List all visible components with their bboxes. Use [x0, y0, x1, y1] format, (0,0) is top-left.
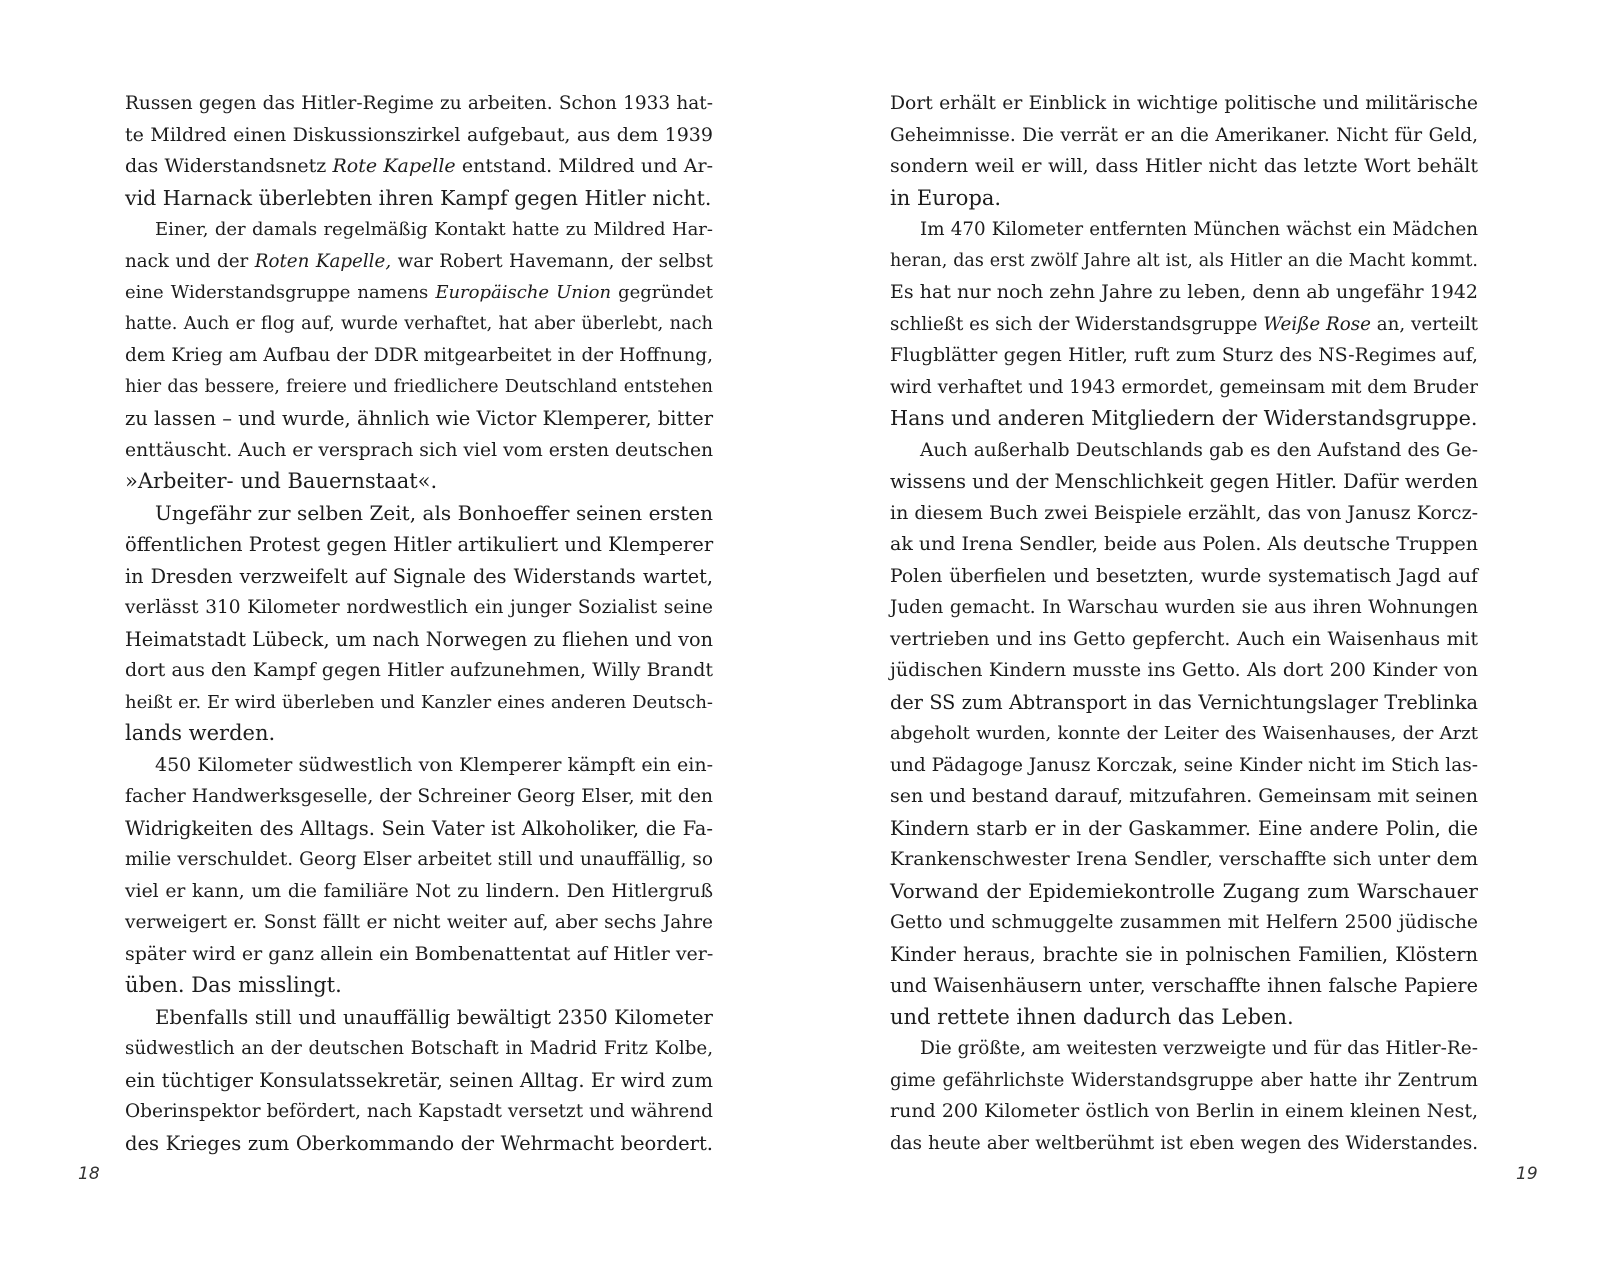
text-segment: heißt er. Er wird überleben und Kanzler eines anderen Deutsch-: [125, 691, 713, 713]
text-segment: Flugblätter gegen Hitler, ruft zum Sturz des NS-Regimes auf,: [890, 345, 1478, 366]
text-segment: heran, das erst zwölf Jahre alt ist, als Hitler an die Macht kommt.: [890, 250, 1478, 271]
text-line: [890, 655, 1478, 687]
text-line: [125, 592, 713, 624]
text-segment: der SS zum Abtransport in das Vernichtungslager Treblinka: [890, 690, 1478, 714]
text-line: [890, 403, 1478, 435]
text-line: [125, 844, 713, 876]
text-segment: Kinder heraus, brachte sie in polnischen Familien, Klöstern: [890, 942, 1478, 966]
text-line: [890, 277, 1478, 309]
text-line: [125, 120, 713, 152]
italic-text: Roten Kapelle,: [254, 250, 392, 272]
text-line: [890, 1096, 1478, 1128]
page-number-right: 19: [1516, 1164, 1538, 1184]
text-line: [125, 876, 713, 908]
text-segment: vertrieben und ins Getto gepfercht. Auch ein Waisenhaus mit: [890, 628, 1478, 650]
italic-text: Europäische Union: [435, 282, 612, 303]
text-segment: Die größte, am weitesten verzweigte und für das Hitler-Re-: [920, 1038, 1478, 1059]
text-segment: facher Handwerksgeselle, der Schreiner Georg Elser, mit den: [125, 786, 713, 807]
text-segment: hier das bessere, freiere und friedlichere Deutschland entstehen: [125, 376, 713, 397]
text-segment: des Krieges zum Oberkommando der Wehrmacht beordert.: [125, 1131, 713, 1155]
text-segment: das Widerstandsnetz: [125, 155, 333, 177]
text-segment: und rettete ihnen dadurch das Leben.: [890, 1004, 1294, 1029]
text-segment: lands werden.: [125, 721, 276, 745]
right-page-text: [890, 88, 1478, 1159]
text-line: [125, 340, 713, 372]
text-segment: entstand. Mildred und Ar-: [455, 155, 713, 177]
text-line: [125, 246, 713, 278]
text-segment: rund 200 Kilometer östlich von Berlin in einem kleinen Nest,: [890, 1100, 1478, 1122]
page-number-left: 18: [78, 1164, 100, 1184]
text-segment: und Waisenhäusern unter, verschaffte ihnen falsche Papiere: [890, 974, 1478, 997]
text-line: [125, 183, 713, 215]
text-segment: »Arbeiter- und Bauernstaat«.: [125, 469, 438, 493]
text-segment: vid Harnack überlebten ihren Kampf gegen Hitler nicht.: [125, 185, 712, 210]
text-segment: verlässt 310 Kilometer nordwestlich ein junger Sozialist seine: [125, 597, 713, 618]
text-segment: abgeholt wurden, konnte der Leiter des Waisenhauses, der Arzt: [890, 723, 1478, 744]
text-segment: Vorwand der Epidemiekontrolle Zugang zum Warschauer: [890, 878, 1478, 903]
text-segment: Ungefähr zur selben Zeit, als Bonhoeffer seinen ersten: [155, 500, 713, 525]
text-line: [890, 466, 1478, 498]
italic-text: Rote Kapelle: [332, 155, 456, 177]
text-line: [890, 529, 1478, 561]
text-segment: gime gefährlichste Widerstandsgruppe aber hatte ihr Zentrum: [890, 1069, 1478, 1091]
text-segment: dem Krieg am Aufbau der DDR mitgearbeitet in der Hoffnung,: [125, 345, 713, 366]
text-line: [125, 151, 713, 183]
text-line: [890, 372, 1478, 404]
text-segment: in diesem Buch zwei Beispiele erzählt, das von Janusz Korcz-: [890, 501, 1478, 524]
text-segment: Auch außerhalb Deutschlands gab es den Aufstand des Ge-: [920, 439, 1478, 461]
text-line: [890, 624, 1478, 656]
text-line: [890, 781, 1478, 813]
text-line: [125, 907, 713, 939]
text-segment: eine Widerstandsgruppe namens: [125, 282, 436, 303]
text-line: [125, 1096, 713, 1128]
text-segment: an, verteilt: [1370, 313, 1479, 335]
text-line: [125, 1033, 713, 1065]
text-segment: nack und der: [125, 250, 255, 272]
text-line: [890, 88, 1478, 120]
text-line: [125, 1065, 713, 1097]
text-line: [125, 466, 713, 498]
text-segment: später wird er ganz allein ein Bombenattentat auf Hitler ver-: [125, 942, 714, 965]
text-line: [890, 970, 1478, 1002]
text-line: [125, 435, 713, 467]
text-line: [125, 687, 713, 719]
text-segment: enttäuscht. Auch er versprach sich viel vom ersten deutschen: [125, 439, 714, 461]
text-line: [125, 718, 713, 750]
text-segment: schließt es sich der Widerstandsgruppe: [890, 313, 1264, 335]
text-segment: sondern weil er will, dass Hitler nicht das letzte Wort behält: [890, 155, 1478, 177]
text-line: [125, 781, 713, 813]
text-line: [125, 498, 713, 530]
text-line: [890, 151, 1478, 183]
text-line: [125, 813, 713, 845]
right-page: [800, 0, 1600, 1274]
text-line: [125, 372, 713, 404]
text-segment: Dort erhält er Einblick in wichtige politische und militärische: [890, 93, 1478, 114]
text-line: [890, 1128, 1478, 1160]
text-segment: sen und bestand darauf, mitzufahren. Gemeinsam mit seinen: [890, 785, 1478, 807]
text-line: [125, 939, 713, 971]
text-line: [890, 939, 1478, 971]
text-segment: Im 470 Kilometer entfernten München wächst ein Mädchen: [920, 219, 1478, 240]
text-segment: Heimatstadt Lübeck, um nach Norwegen zu fliehen und von: [125, 627, 713, 651]
text-line: [125, 214, 713, 246]
text-line: [890, 435, 1478, 467]
text-segment: Es hat nur noch zehn Jahre zu leben, denn ab ungefähr 1942: [890, 281, 1478, 303]
text-segment: Widrigkeiten des Alltags. Sein Vater ist Alkoholiker, die Fa-: [125, 816, 713, 840]
text-segment: in Dresden verzweifelt auf Signale des Widerstands wartet,: [125, 564, 713, 588]
text-segment: Juden gemacht. In Warschau wurden sie aus ihren Wohnungen: [890, 597, 1478, 618]
text-line: [125, 561, 713, 593]
text-segment: Kindern starb er in der Gaskammer. Eine andere Polin, die: [890, 816, 1478, 840]
text-segment: Krankenschwester Irena Sendler, verschaffte sich unter dem: [890, 848, 1478, 870]
text-segment: jüdischen Kindern musste ins Getto. Als dort 200 Kinder von: [890, 659, 1478, 681]
text-line: [125, 750, 713, 782]
text-segment: gegründet: [611, 282, 713, 303]
text-segment: ein tüchtiger Konsulatssekretär, seinen Alltag. Er wird zum: [125, 1068, 713, 1092]
text-line: [890, 876, 1478, 908]
text-segment: 450 Kilometer südwestlich von Klemperer kämpft ein ein-: [155, 753, 713, 776]
text-line: [890, 592, 1478, 624]
text-line: [890, 687, 1478, 719]
text-line: [125, 655, 713, 687]
text-segment: war Robert Havemann, der selbst: [391, 250, 713, 272]
text-line: [890, 183, 1478, 215]
text-segment: ak und Irena Sendler, beide aus Polen. Als deutsche Truppen: [890, 533, 1478, 555]
text-line: [890, 498, 1478, 530]
text-segment: viel er kann, um die familiäre Not zu lindern. Den Hitlergruß: [125, 880, 713, 902]
text-segment: Ebenfalls still und unauffällig bewältigt 2350 Kilometer: [155, 1005, 713, 1029]
text-line: [125, 529, 713, 561]
text-line: [890, 907, 1478, 939]
text-segment: dort aus den Kampf gegen Hitler aufzunehmen, Willy Brandt: [125, 659, 713, 681]
italic-text: Weiße Rose: [1263, 313, 1371, 335]
text-line: [890, 1065, 1478, 1097]
text-line: [125, 309, 713, 341]
text-line: [890, 1033, 1478, 1065]
text-line: [890, 750, 1478, 782]
text-line: [125, 1002, 713, 1034]
text-segment: in Europa.: [890, 185, 1002, 210]
text-segment: wissens und der Menschlichkeit gegen Hitler. Dafür werden: [890, 470, 1479, 493]
text-line: [890, 561, 1478, 593]
text-segment: wird verhaftet und 1943 ermordet, gemeinsam mit dem Bruder: [890, 376, 1478, 398]
text-line: [890, 718, 1478, 750]
text-segment: öffentlichen Protest gegen Hitler artikuliert und Klemperer: [125, 533, 714, 556]
text-segment: das heute aber weltberühmt ist eben wegen des Widerstandes.: [890, 1132, 1478, 1154]
text-line: [890, 246, 1478, 278]
text-line: [890, 1002, 1478, 1034]
text-segment: Getto und schmuggelte zusammen mit Helfern 2500 jüdische: [890, 912, 1478, 933]
text-segment: Einer, der damals regelmäßig Kontakt hatte zu Mildred Har-: [155, 219, 713, 240]
text-segment: zu lassen – und wurde, ähnlich wie Victor Klemperer, bitter: [125, 407, 714, 430]
text-segment: verweigert er. Sonst fällt er nicht weiter auf, aber sechs Jahre: [125, 912, 713, 933]
text-segment: üben. Das misslingt.: [125, 973, 342, 997]
text-line: [890, 120, 1478, 152]
text-segment: Polen überfielen und besetzten, wurde systematisch Jagd auf: [890, 565, 1478, 587]
text-segment: Hans und anderen Mitgliedern der Widerstandsgruppe.: [890, 406, 1478, 430]
text-segment: hatte. Auch er flog auf, wurde verhaftet, hat aber überlebt, nach: [125, 313, 713, 334]
text-segment: milie verschuldet. Georg Elser arbeitet still und unauffällig, so: [125, 849, 713, 870]
text-segment: te Mildred einen Diskussionszirkel aufgebaut, aus dem 1939: [125, 123, 713, 146]
text-segment: südwestlich an der deutschen Botschaft in Madrid Fritz Kolbe,: [125, 1038, 713, 1059]
text-line: [125, 403, 713, 435]
text-line: [125, 277, 713, 309]
text-segment: Russen gegen das Hitler-Regime zu arbeiten. Schon 1933 hat-: [125, 93, 713, 114]
text-segment: und Pädagoge Janusz Korczak, seine Kinder nicht im Stich las-: [890, 754, 1478, 776]
text-line: [125, 624, 713, 656]
left-page-text: [125, 88, 713, 1159]
text-line: [890, 340, 1478, 372]
text-segment: Geheimnisse. Die verrät er an die Amerikaner. Nicht für Geld,: [890, 124, 1478, 146]
text-line: [125, 88, 713, 120]
text-line: [890, 309, 1478, 341]
text-line: [890, 214, 1478, 246]
text-line: [125, 1128, 713, 1160]
text-line: [890, 813, 1478, 845]
text-segment: Oberinspektor befördert, nach Kapstadt versetzt und während: [125, 1101, 713, 1122]
text-line: [890, 844, 1478, 876]
text-line: [125, 970, 713, 1002]
